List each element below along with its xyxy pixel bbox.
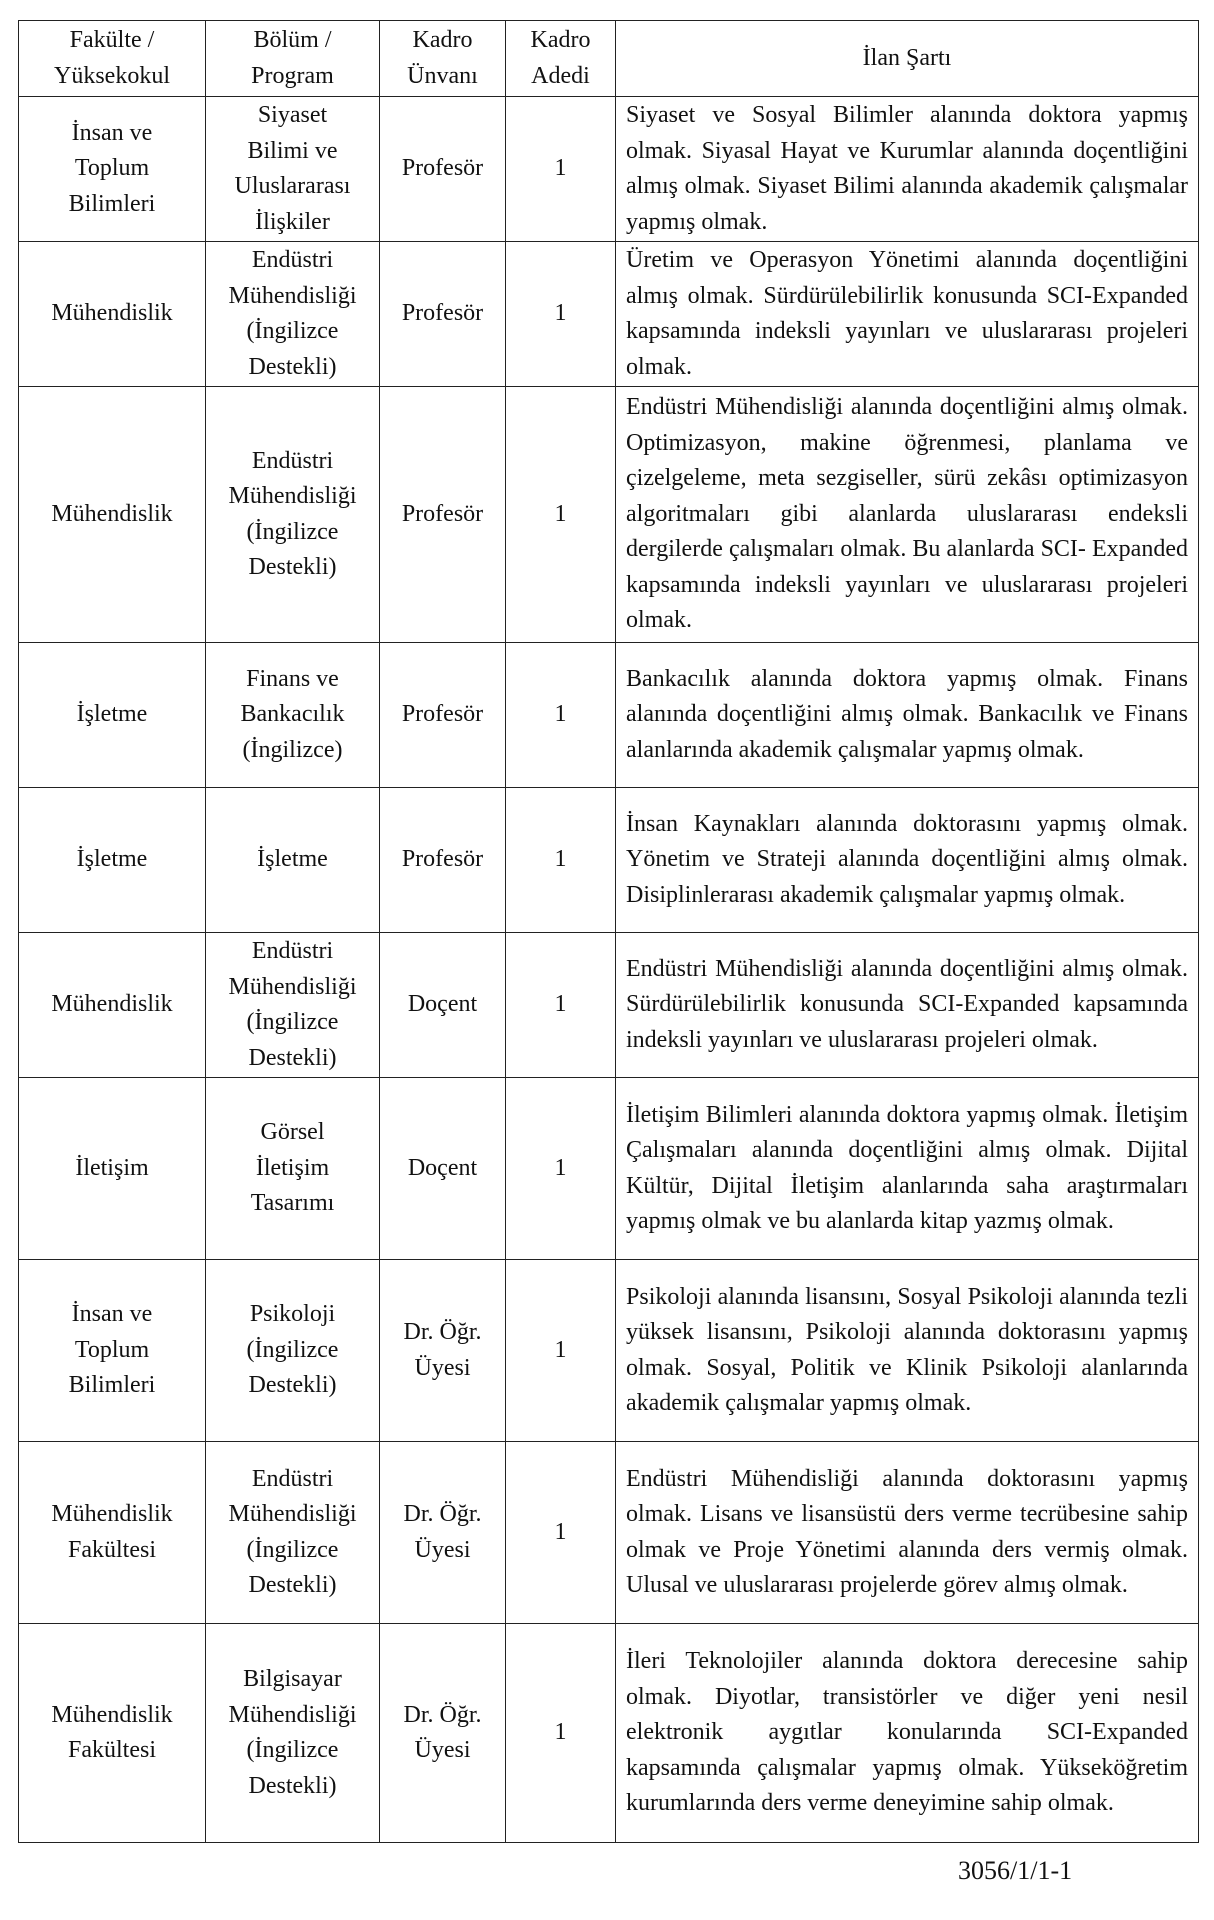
table-header-row: [19, 21, 1199, 97]
document-number: 3056/1/1-1: [958, 1856, 1073, 1885]
department-cell: Endüstri Mühendisliği (İngilizce Destekli): [206, 387, 380, 643]
count-cell: 1: [506, 1260, 616, 1442]
table-row: [19, 1260, 1199, 1442]
requirement-cell: Psikoloji alanında lisansını, Sosyal Psikoloji alanında tezli yüksek lisansını, Psikoloji alanında doktorasını yapmış olmak. Sosyal, Politik ve Klinik Psikoloji alanlarında akademik çalışmalar yapmış olmak.: [616, 1260, 1199, 1442]
requirement-cell: Siyaset ve Sosyal Bilimler alanında doktora yapmış olmak. Siyasal Hayat ve Kurumlar alanında doçentliğini almış olmak. Siyaset Bilimi alanında akademik çalışmalar yapmış olmak.: [616, 97, 1199, 242]
department-cell: Endüstri Mühendisliği (İngilizce Destekli): [206, 242, 380, 387]
table-row: [19, 933, 1199, 1078]
faculty-cell: İşletme: [19, 788, 206, 933]
requirement-cell: Endüstri Mühendisliği alanında doçentliğini almış olmak. Optimizasyon, makine öğrenmesi, planlama ve çizelgeleme, meta sezgiseller, sürü zekâsı optimizasyon algoritmaları gibi alanlarda uluslararası endeksli dergilerde çalışmaları olmak. Bu alanlarda SCI- Expanded kapsamında indeksli yayınları ve uluslararası projeleri olmak.: [616, 387, 1199, 643]
title-cell: Doçent: [380, 933, 506, 1078]
count-cell: 1: [506, 1442, 616, 1624]
table-row: [19, 788, 1199, 933]
count-cell: 1: [506, 933, 616, 1078]
department-cell: İşletme: [206, 788, 380, 933]
positions-table: [18, 20, 1199, 1843]
title-cell: Profesör: [380, 387, 506, 643]
faculty-cell: Mühendislik: [19, 933, 206, 1078]
department-cell: Bilgisayar Mühendisliği (İngilizce Destekli): [206, 1624, 380, 1843]
requirement-cell: Üretim ve Operasyon Yönetimi alanında doçentliğini almış olmak. Sürdürülebilirlik konusunda SCI-Expanded kapsamında indeksli yayınları ve uluslararası projeleri olmak.: [616, 242, 1199, 387]
department-cell: Psikoloji (İngilizce Destekli): [206, 1260, 380, 1442]
requirement-cell: Bankacılık alanında doktora yapmış olmak. Finans alanında doçentliğini almış olmak. Bankacılık ve Finans alanlarında akademik çalışmalar yapmış olmak.: [616, 643, 1199, 788]
title-cell: Profesör: [380, 97, 506, 242]
title-cell: Dr. Öğr. Üyesi: [380, 1260, 506, 1442]
header-faculty: Fakülte / Yüksekokul: [19, 21, 206, 97]
faculty-cell: İnsan ve Toplum Bilimleri: [19, 1260, 206, 1442]
faculty-cell: Mühendislik Fakültesi: [19, 1624, 206, 1843]
title-cell: Dr. Öğr. Üyesi: [380, 1442, 506, 1624]
department-cell: Endüstri Mühendisliği (İngilizce Destekli): [206, 1442, 380, 1624]
title-cell: Profesör: [380, 643, 506, 788]
table-row: [19, 387, 1199, 643]
title-cell: Profesör: [380, 242, 506, 387]
count-cell: 1: [506, 387, 616, 643]
table-row: [19, 643, 1199, 788]
count-cell: 1: [506, 97, 616, 242]
table-row: [19, 1624, 1199, 1843]
header-count: Kadro Adedi: [506, 21, 616, 97]
header-requirement: İlan Şartı: [616, 21, 1199, 97]
table-row: [19, 1442, 1199, 1624]
count-cell: 1: [506, 1078, 616, 1260]
department-cell: Endüstri Mühendisliği (İngilizce Destekli): [206, 933, 380, 1078]
requirement-cell: İleri Teknolojiler alanında doktora derecesine sahip olmak. Diyotlar, transistörler ve diğer yeni nesil elektronik aygıtlar konularında SCI-Expanded kapsamında çalışmalar yapmış olmak. Yükseköğretim kurumlarında ders verme deneyimine sahip olmak.: [616, 1624, 1199, 1843]
faculty-cell: İşletme: [19, 643, 206, 788]
count-cell: 1: [506, 242, 616, 387]
faculty-cell: Mühendislik: [19, 242, 206, 387]
requirement-cell: İnsan Kaynakları alanında doktorasını yapmış olmak. Yönetim ve Strateji alanında doçentliğini almış olmak. Disiplinlerarası akademik çalışmalar yapmış olmak.: [616, 788, 1199, 933]
requirement-cell: İletişim Bilimleri alanında doktora yapmış olmak. İletişim Çalışmaları alanında doçentliğini almış olmak. Dijital Kültür, Dijital İletişim alanlarında saha araştırmaları yapmış olmak ve bu alanlarda kitap yazmış olmak.: [616, 1078, 1199, 1260]
count-cell: 1: [506, 643, 616, 788]
faculty-cell: Mühendislik: [19, 387, 206, 643]
table-row: [19, 97, 1199, 242]
header-title: Kadro Ünvanı: [380, 21, 506, 97]
title-cell: Dr. Öğr. Üyesi: [380, 1624, 506, 1843]
count-cell: 1: [506, 788, 616, 933]
table-row: [19, 1078, 1199, 1260]
header-department: Bölüm / Program: [206, 21, 380, 97]
title-cell: Profesör: [380, 788, 506, 933]
requirement-cell: Endüstri Mühendisliği alanında doktorasını yapmış olmak. Lisans ve lisansüstü ders verme tecrübesine sahip olmak ve Proje Yönetimi alanında ders vermiş olmak. Ulusal ve uluslararası projelerde görev almış olmak.: [616, 1442, 1199, 1624]
table-row: [19, 242, 1199, 387]
faculty-cell: İnsan ve Toplum Bilimleri: [19, 97, 206, 242]
count-cell: 1: [506, 1624, 616, 1843]
faculty-cell: İletişim: [19, 1078, 206, 1260]
faculty-cell: Mühendislik Fakültesi: [19, 1442, 206, 1624]
department-cell: Görsel İletişim Tasarımı: [206, 1078, 380, 1260]
requirement-cell: Endüstri Mühendisliği alanında doçentliğini almış olmak. Sürdürülebilirlik konusunda SCI-Expanded kapsamında indeksli yayınları ve uluslararası projeleri olmak.: [616, 933, 1199, 1078]
department-cell: Siyaset Bilimi ve Uluslararası İlişkiler: [206, 97, 380, 242]
title-cell: Doçent: [380, 1078, 506, 1260]
department-cell: Finans ve Bankacılık (İngilizce): [206, 643, 380, 788]
